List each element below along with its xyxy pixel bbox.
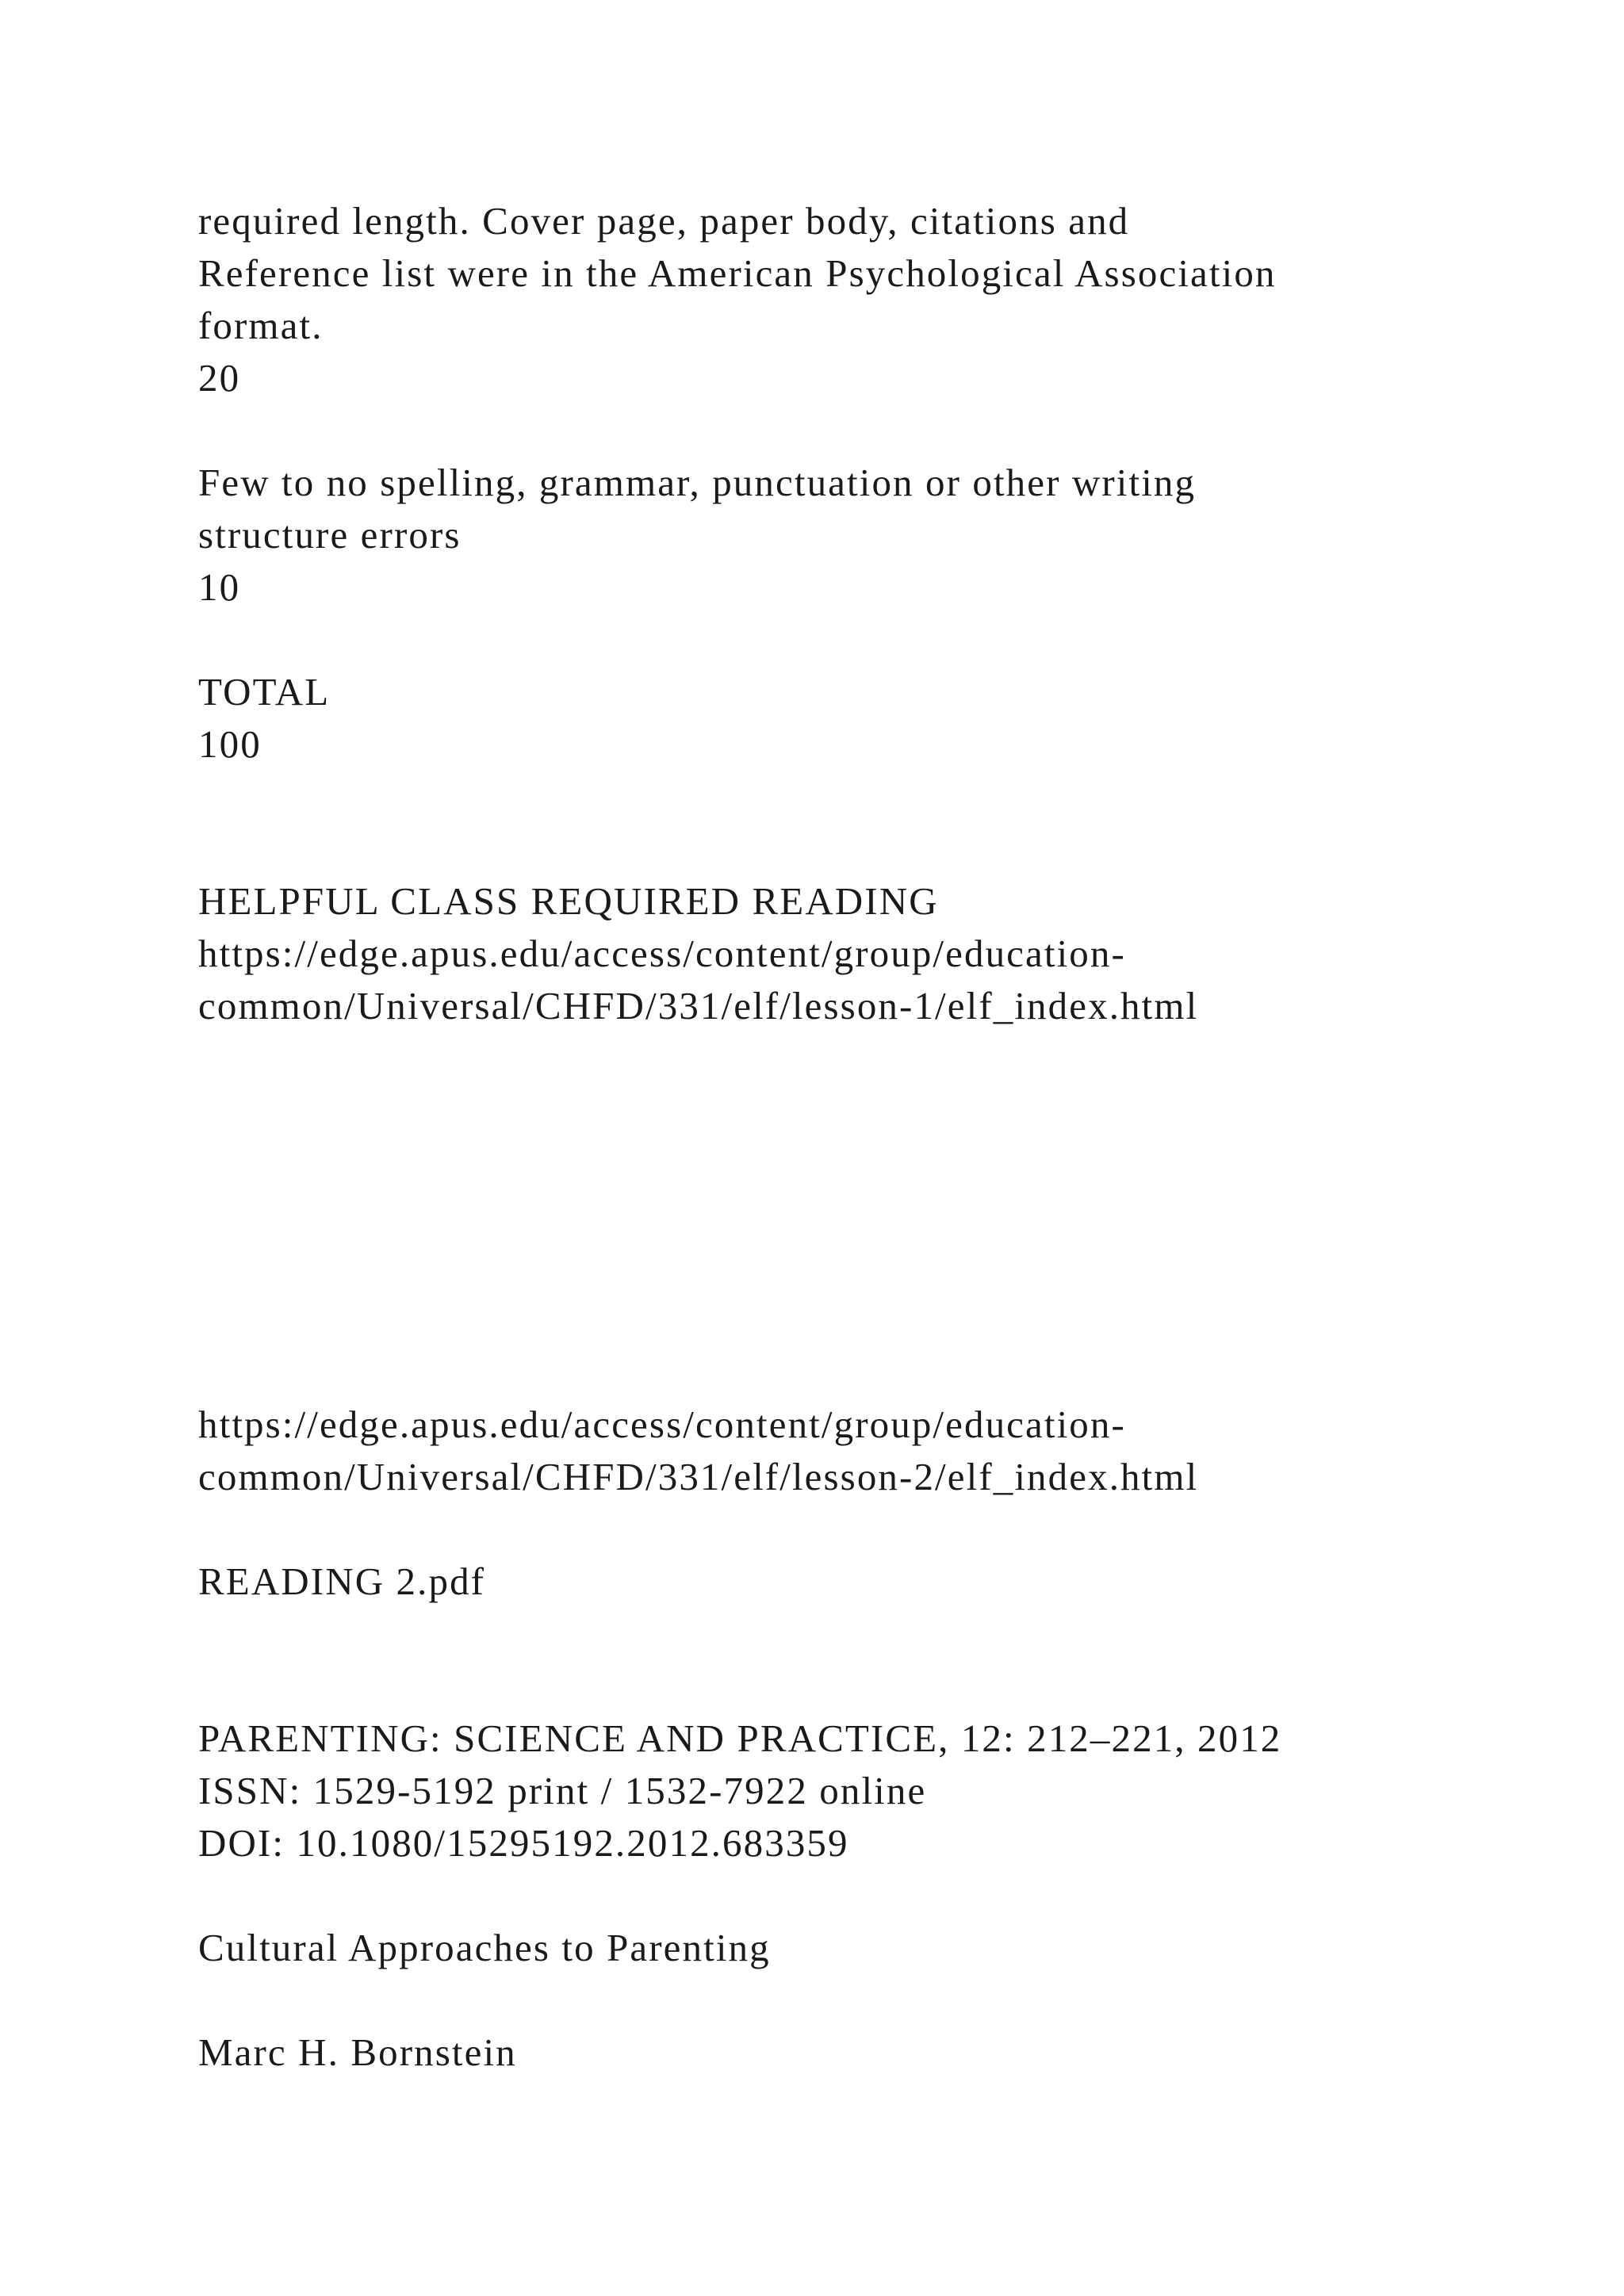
reading-link-1-line-1: https://edge.apus.edu/access/content/group/education- [198,932,1126,975]
format-criterion-line-3: format. [198,304,324,347]
article-issn-line: ISSN: 1529-5192 print / 1532-7922 online [198,1769,927,1812]
total-label: TOTAL [198,670,331,714]
mechanics-criterion-line-1: Few to no spelling, grammar, punctuation or other writing [198,461,1197,504]
reading-heading: HELPFUL CLASS REQUIRED READING [198,879,939,923]
reading-file-name: READING 2.pdf [198,1559,486,1603]
reading-link-2-line-1: https://edge.apus.edu/access/content/group/education- [198,1402,1126,1446]
article-journal-line: PARENTING: SCIENCE AND PRACTICE, 12: 212–221, 2012 [198,1716,1282,1760]
format-criterion-points: 20 [198,356,241,400]
reading-link-2-line-2: common/Universal/CHFD/331/elf/lesson-2/elf_index.html [198,1455,1199,1498]
mechanics-criterion-line-2: structure errors [198,513,462,557]
reading-link-1-line-2: common/Universal/CHFD/331/elf/lesson-1/elf_index.html [198,984,1199,1027]
article-doi-line: DOI: 10.1080/15295192.2012.683359 [198,1821,849,1865]
article-title: Cultural Approaches to Parenting [198,1926,771,1969]
mechanics-criterion-points: 10 [198,565,241,609]
total-points: 100 [198,722,262,766]
format-criterion-line-1: required length. Cover page, paper body, citations and [198,199,1130,243]
format-criterion-line-2: Reference list were in the American Psychological Association [198,251,1277,295]
article-author: Marc H. Bornstein [198,2030,517,2074]
